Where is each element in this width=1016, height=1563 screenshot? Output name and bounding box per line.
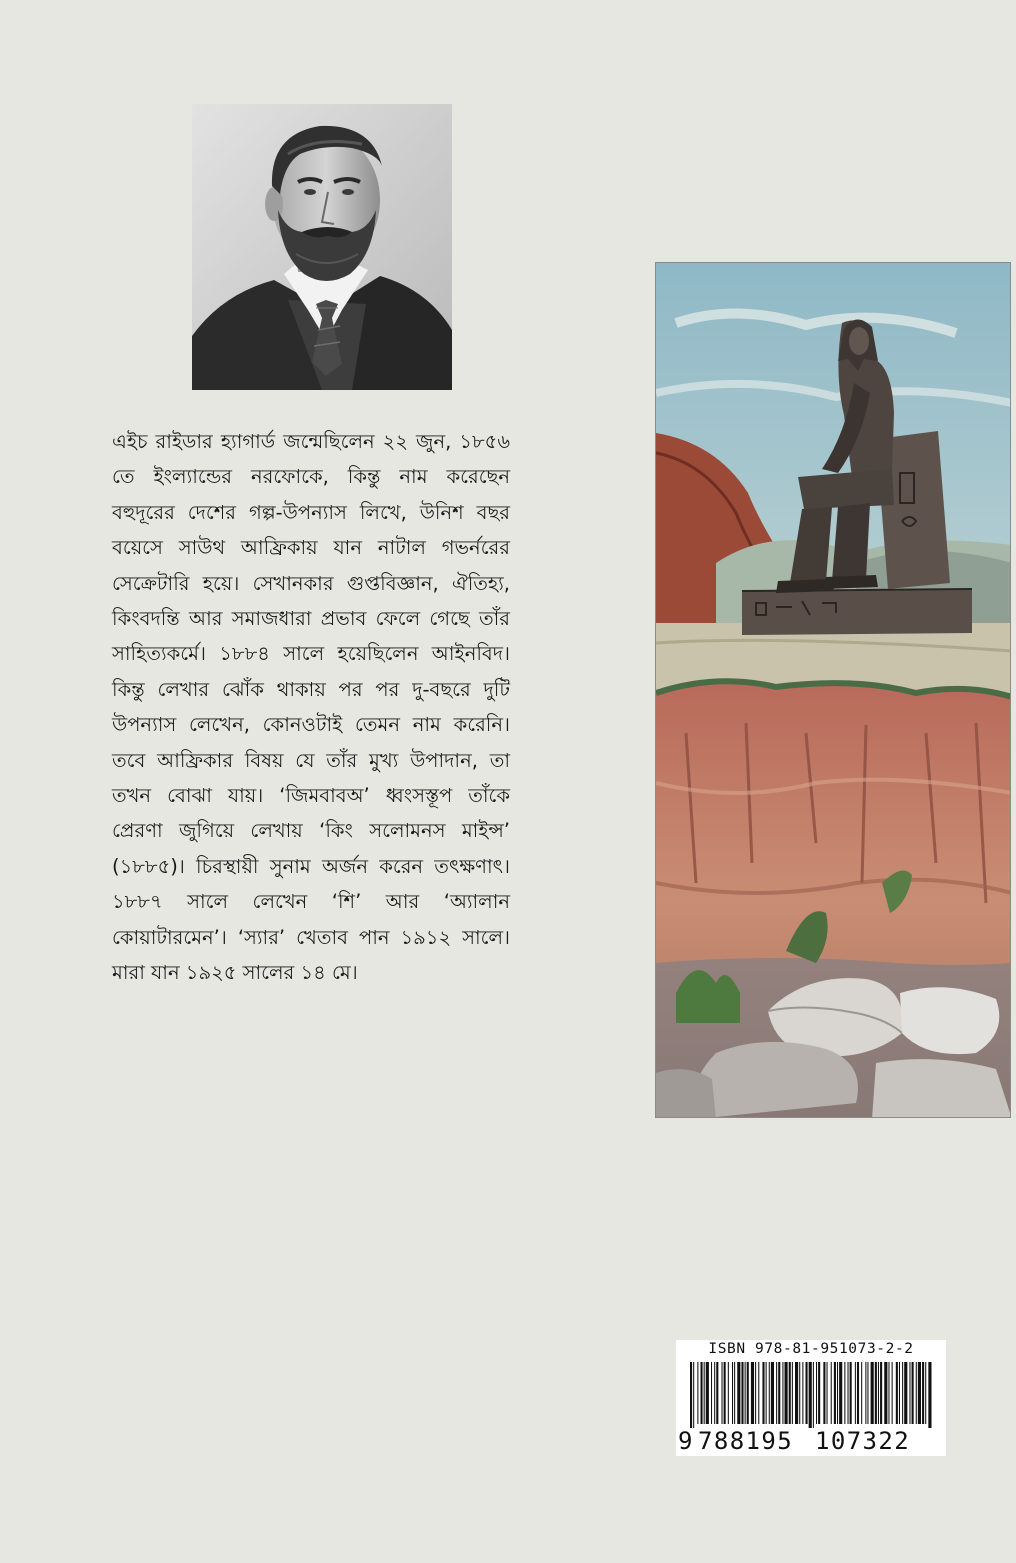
barcode-bar (762, 1362, 764, 1424)
barcode-bar (771, 1362, 774, 1424)
barcode-bar (697, 1362, 698, 1424)
barcode-bar (831, 1362, 832, 1424)
barcode-bar (878, 1362, 879, 1424)
barcode-bar (892, 1362, 893, 1424)
barcode-bar (711, 1362, 712, 1424)
barcode-bar (734, 1362, 735, 1424)
barcode-bar (701, 1362, 703, 1424)
barcode-bar (844, 1362, 845, 1424)
barcode-bar (904, 1362, 907, 1424)
barcode-bar (789, 1362, 791, 1424)
barcode-bar (865, 1362, 866, 1424)
barcode-bar (827, 1362, 828, 1424)
barcode-digit-group-1: 788195 (698, 1427, 794, 1455)
barcode-bar (799, 1362, 800, 1424)
barcode-bar (823, 1362, 825, 1424)
barcode-bars (690, 1362, 932, 1428)
barcode-bar (875, 1362, 877, 1424)
barcode-bar (928, 1362, 931, 1428)
barcode-bar (818, 1362, 820, 1424)
barcode-bar (722, 1362, 723, 1424)
barcode-bar (880, 1362, 882, 1424)
barcode-bar (766, 1362, 767, 1424)
barcode-bar (758, 1362, 759, 1424)
barcode-bar (871, 1362, 874, 1424)
barcode-bar (867, 1362, 868, 1424)
barcode-bar (837, 1362, 838, 1424)
barcode-bar (782, 1362, 783, 1424)
barcode-bar (839, 1362, 842, 1424)
barcode-bar (861, 1362, 862, 1424)
barcode-bar (745, 1362, 746, 1424)
barcode-bar (813, 1362, 814, 1428)
barcode-bar (912, 1362, 914, 1424)
barcode-bar (902, 1362, 903, 1424)
barcode-bar (888, 1362, 889, 1424)
barcode-bar (816, 1362, 817, 1424)
author-biography: এইচ রাইডার হ্যাগার্ড জন্মেছিলেন ২২ জুন, ১৮৫৬ তে ইংল্যান্ডের নরফোকে, কিন্তু নাম করেছেন বহুদূরের দেশের গল্প-উপন্যাস লিখে, উনিশ বছর বয়েসে সাউথ আফ্রিকায় যান নাটাল গভর্নরের সেক্রেটারি হয়ে। সেখানকার গুপ্তবিজ্ঞান, ঐতিহ্য, কিংবদন্তি আর সমাজধারা প্রভাব ফেলে গেছে তাঁর সাহিত্যকর্মে। ১৮৮৪ সালে হয়েছিলেন আইনবিদ। কিন্তু লেখার ঝোঁক থাকায় পর পর দু-বছরে দুটি উপন্যাস লেখেন, কোনওটাই তেমন নাম করেনি। তবে আফ্রিকার বিষয় যে তাঁর মুখ্য উপাদান, তা তখন বোঝা যায়। ‘জিমবাবঅ’ ধ্বংসস্তূপ তাঁকে প্রেরণা জুগিয়ে লেখায় ‘কিং সলোমনস মাইন্স’ (১৮৮৫)। চিরস্থায়ী সুনাম অর্জন করেন তৎক্ষণাৎ। ১৮৮৭ সালে লেখেন ‘শি’ আর ‘অ্যালান কোয়াটারমেন’। ‘স্যার’ খেতাব পান ১৯১২ সালে। মারা যান ১৯২৫ সালের ১৪ মে। (112, 430, 510, 985)
barcode-bar (690, 1362, 692, 1428)
barcode-bar (706, 1362, 709, 1424)
barcode-bar (850, 1362, 852, 1424)
barcode-bar (916, 1362, 917, 1424)
barcode-digit-group-2: 107322 (815, 1427, 911, 1455)
barcode-bar (806, 1362, 808, 1424)
isbn-barcode (676, 1340, 946, 1456)
barcode-bar (848, 1362, 849, 1424)
barcode-bar (693, 1362, 694, 1428)
pharaoh-statue-illustration (655, 262, 1011, 1118)
barcode-bar (741, 1362, 743, 1424)
barcode-bar (855, 1362, 856, 1424)
barcode-bar (795, 1362, 798, 1424)
barcode-bar (809, 1362, 812, 1428)
barcode-bar (778, 1362, 780, 1424)
barcode-bar (755, 1362, 756, 1424)
barcode-bar (884, 1362, 887, 1424)
barcode-bar (785, 1362, 788, 1424)
barcode-bar (716, 1362, 718, 1424)
barcode-bar (732, 1362, 733, 1424)
barcode-bar (834, 1362, 836, 1424)
barcode-digit-lead: 9 (678, 1427, 693, 1455)
barcode-bar (802, 1362, 803, 1424)
barcode-bar (728, 1362, 729, 1424)
barcode-bar (792, 1362, 793, 1424)
barcode-bar (704, 1362, 705, 1424)
barcode-bar (747, 1362, 749, 1424)
barcode-bar (918, 1362, 921, 1424)
barcode-bar (857, 1362, 859, 1424)
barcode-bar (925, 1362, 926, 1424)
barcode-bar (909, 1362, 910, 1424)
barcode-bar (737, 1362, 740, 1424)
barcode-bar (751, 1362, 754, 1424)
barcode-bar (769, 1362, 770, 1424)
barcode-bar (896, 1362, 898, 1424)
barcode-bar (724, 1362, 726, 1424)
barcode-bar (899, 1362, 900, 1424)
author-portrait (192, 104, 452, 390)
barcode-bar (714, 1362, 715, 1424)
barcode-bar (922, 1362, 924, 1424)
barcode-bar (776, 1362, 777, 1424)
isbn-label: ISBN 978-81-951073-2-2 (708, 1341, 914, 1357)
